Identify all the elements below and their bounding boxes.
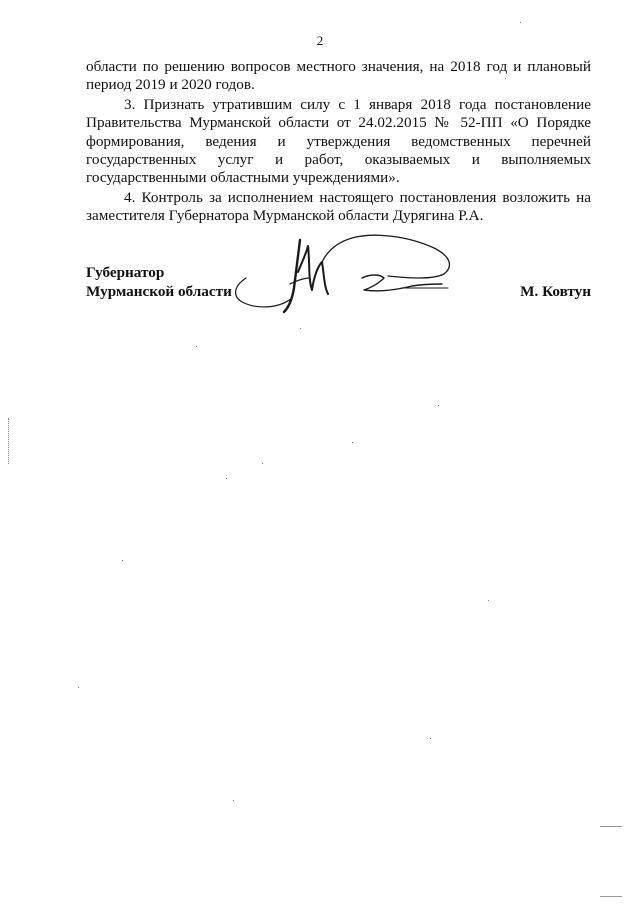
paragraph-item-3: 3. Признать утратившим силу с 1 января 2018 года постановление Правительства Мурманской области от 24.02.2015 № 52-ПП «О Порядке формирования, ведения и утверждения ведомственных перечней государственных услуг и работ, оказываемых и выполняемых государственными областными учреждениями». — [86, 95, 591, 187]
paragraph-continuation: области по решению вопросов местного значения, на 2018 год и плановый период 2019 и 2020 годов. — [86, 58, 591, 94]
paragraph-item-4: 4. Контроль за исполнением настоящего постановления возложить на заместителя Губернатора Мурманской области Дурягина Р.А. — [86, 188, 591, 225]
scan-speck — [438, 405, 439, 406]
signatory-name: М. Ковтун — [520, 283, 591, 300]
scan-speck — [196, 346, 197, 347]
scan-speck — [226, 478, 227, 479]
scan-edge-mark — [8, 418, 11, 464]
handwritten-signature — [228, 232, 464, 318]
signatory-title-line-2: Мурманской области — [86, 283, 232, 300]
scan-speck — [122, 560, 123, 561]
scan-speck — [300, 328, 301, 329]
scan-speck — [488, 600, 489, 601]
scan-edge-mark — [600, 896, 622, 897]
scan-speck — [505, 78, 506, 79]
page-number: 2 — [316, 33, 324, 48]
scan-speck — [78, 687, 79, 688]
scan-speck — [520, 22, 521, 23]
scan-speck — [262, 463, 263, 464]
signatory-title-line-1: Губернатор — [86, 264, 165, 281]
scan-speck — [430, 738, 431, 739]
document-body — [86, 58, 591, 227]
signatory-title — [86, 263, 232, 301]
scan-speck — [233, 800, 234, 801]
scan-speck — [352, 442, 353, 443]
scan-edge-mark — [600, 826, 622, 827]
